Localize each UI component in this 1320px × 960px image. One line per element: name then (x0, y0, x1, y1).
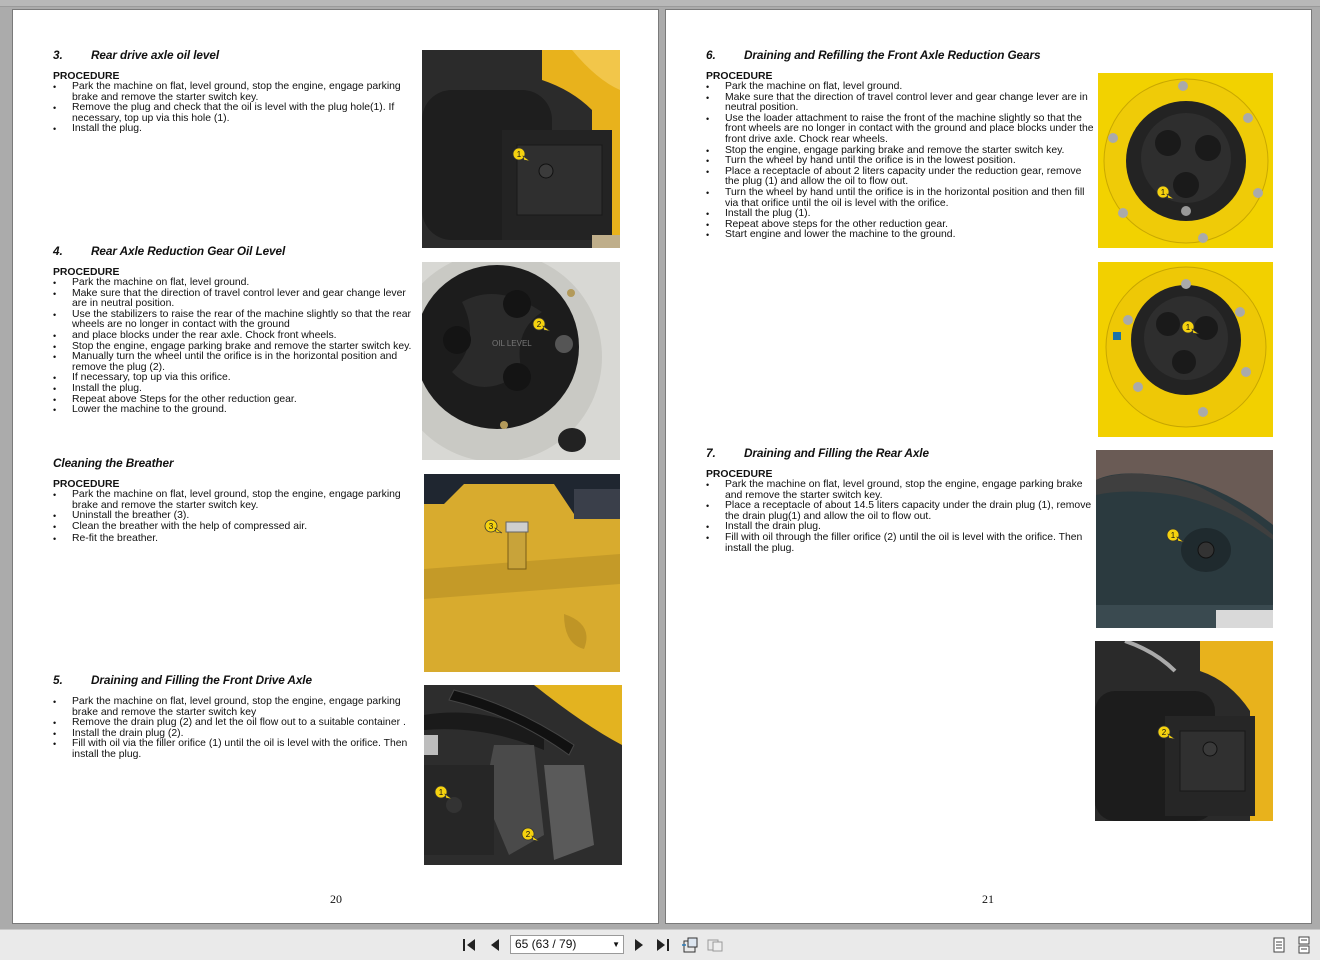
previous-page-icon (486, 936, 504, 954)
front-reduction-gear-photo-2 (1098, 262, 1273, 437)
procedure-heading: PROCEDURE (706, 71, 773, 82)
step-item: • Repeat above steps for the other reduction gear. (706, 220, 1098, 231)
procedure-heading: PROCEDURE (53, 71, 120, 82)
last-page-button[interactable] (654, 936, 672, 954)
step-item: • Park the machine on flat, level ground, stop the engine, engage parking brake and remove the starter switch key. (53, 490, 413, 511)
callout-label: 1 (1170, 531, 1176, 540)
svg-text:OIL LEVEL: OIL LEVEL (492, 339, 532, 348)
section-6-steps (706, 82, 1098, 241)
step-item: • Install the plug. (53, 384, 418, 395)
continuous-view-button[interactable] (1295, 936, 1313, 954)
step-item: • Lower the machine to the ground. (53, 405, 418, 416)
step-item: • Place a receptacle of about 14.5 liters capacity under the drain plug (1), remove the drain plug(1) and allow the oil to flow out. (706, 501, 1094, 522)
section-3-steps (53, 82, 413, 135)
fit-page-button[interactable] (681, 936, 699, 954)
rear-axle-drain-photo (1096, 450, 1273, 628)
chevron-down-icon: ▼ (612, 940, 620, 949)
section-5-title: 5. Draining and Filling the Front Drive Axle (53, 673, 312, 687)
step-item: • Install the plug (1). (706, 209, 1098, 220)
step-item: • Remove the plug and check that the oil is level with the plug hole(1). If necessary, top up via this hole (1). (53, 103, 413, 124)
step-item: • Park the machine on flat, level ground, stop the engine, engage parking brake and remove the starter switch key (53, 697, 423, 718)
step-item: • Use the stabilizers to raise the rear of the machine slightly so that the rear wheels are no longer in contact with the ground (53, 310, 418, 331)
section-3-title: 3. Rear drive axle oil level (53, 48, 219, 62)
last-page-icon (654, 936, 672, 954)
step-item: • Manually turn the wheel until the orifice is in the horizontal position and remove the plug (2). (53, 352, 418, 373)
front-drive-axle-photo (424, 685, 622, 865)
step-item: • Install the drain plug (2). (53, 729, 423, 740)
step-item: • Clean the breather with the help of compressed air. (53, 522, 413, 533)
next-page-icon (630, 936, 648, 954)
breather-photo (424, 474, 620, 672)
step-item: • Stop the engine, engage parking brake and remove the starter switch key. (706, 146, 1098, 157)
step-item: • Park the machine on flat, level ground, stop the engine, engage parking brake and remove the starter switch key. (706, 480, 1094, 501)
callout-label: 1 (1160, 188, 1166, 197)
first-page-icon (460, 936, 478, 954)
document-page-left (12, 9, 659, 924)
page-indicator-text: 65 (63 / 79) (515, 937, 577, 951)
step-item: • Park the machine on flat, level ground. (706, 82, 1098, 93)
fit-width-button[interactable] (706, 936, 724, 954)
callout-label: 2 (525, 830, 531, 839)
rear-axle-plug-photo (422, 50, 620, 248)
first-page-button[interactable] (460, 936, 478, 954)
step-item: • Remove the drain plug (2) and let the oil flow out to a suitable container . (53, 718, 423, 729)
step-item: • Install the drain plug. (706, 522, 1094, 533)
procedure-heading: PROCEDURE (53, 267, 120, 278)
front-reduction-gear-photo-1 (1098, 73, 1273, 248)
step-item: • Install the plug. (53, 124, 413, 135)
callout-label: 2 (536, 320, 542, 329)
step-item: • Turn the wheel by hand until the orifice is in the horizontal position and then fill via that orifice until the oil is level with the orifice. (706, 188, 1098, 209)
fit-page-icon (681, 936, 699, 954)
step-item: • Uninstall the breather (3). (53, 511, 413, 522)
viewer-toolbar (0, 929, 1320, 960)
step-item: • Fill with oil via the filler orifice (1) until the oil is level with the orifice. Then install the plug. (53, 739, 423, 760)
section-6-title: 6. Draining and Refilling the Front Axle Reduction Gears (706, 48, 1041, 62)
reduction-gear-photo (422, 262, 620, 460)
section-4-title: 4. Rear Axle Reduction Gear Oil Level (53, 244, 286, 258)
single-page-icon (1270, 936, 1288, 954)
callout-label: 3 (488, 522, 494, 531)
step-item: • Fill with oil through the filler orifice (2) until the oil is level with the orifice. Then install the plug. (706, 533, 1094, 554)
step-item: • Make sure that the direction of travel control lever and gear change lever are in neutral position. (53, 289, 418, 310)
procedure-heading: PROCEDURE (706, 469, 773, 480)
step-item: • Turn the wheel by hand until the orifice is in the lowest position. (706, 156, 1098, 167)
callout-label: 1 (438, 788, 444, 797)
callout-label: 2 (1161, 728, 1167, 737)
next-page-button[interactable] (630, 936, 648, 954)
single-page-view-button[interactable] (1270, 936, 1288, 954)
section-4-steps (53, 278, 418, 416)
step-item: • Use the loader attachment to raise the front of the machine slightly so that the front wheels are no longer in contact with the ground and place blocks under the front drive axle. Chock rear wheels. (706, 114, 1098, 146)
callout-label: 1 (516, 150, 522, 159)
step-item: • and place blocks under the rear axle. Chock front wheels. (53, 331, 418, 342)
continuous-page-icon (1295, 936, 1313, 954)
section-7-title: 7. Draining and Filling the Rear Axle (706, 446, 929, 460)
fit-width-icon (706, 936, 724, 954)
step-item: • If necessary, top up via this orifice. (53, 373, 418, 384)
step-item: • Make sure that the direction of travel control lever and gear change lever are in neutral position. (706, 93, 1098, 114)
breather-section-title: Cleaning the Breather (53, 456, 174, 470)
page-number: 20 (330, 892, 342, 906)
callout-label: 1 (1185, 323, 1191, 332)
window-top-edge (0, 0, 1320, 7)
step-item: • Park the machine on flat, level ground. (53, 278, 418, 289)
rear-axle-filler-photo (1095, 641, 1273, 821)
section-5-steps (53, 697, 423, 761)
page-number-select[interactable] (510, 935, 624, 954)
section-7-steps (706, 480, 1094, 554)
step-item: • Stop the engine, engage parking brake and remove the starter switch key. (53, 342, 418, 353)
step-item: • Start engine and lower the machine to the ground. (706, 230, 1098, 241)
previous-page-button[interactable] (486, 936, 504, 954)
document-page-right (665, 9, 1312, 924)
step-item: • Repeat above Steps for the other reduction gear. (53, 395, 418, 406)
procedure-heading: PROCEDURE (53, 479, 120, 490)
step-item: • Park the machine on flat, level ground, stop the engine, engage parking brake and remove the starter switch key. (53, 82, 413, 103)
breather-steps (53, 490, 413, 545)
page-number: 21 (982, 892, 994, 906)
step-item: • Re-fit the breather. (53, 534, 413, 545)
step-item: • Place a receptacle of about 2 liters capacity under the reduction gear, remove the plug (1) and allow the oil to flow out. (706, 167, 1098, 188)
